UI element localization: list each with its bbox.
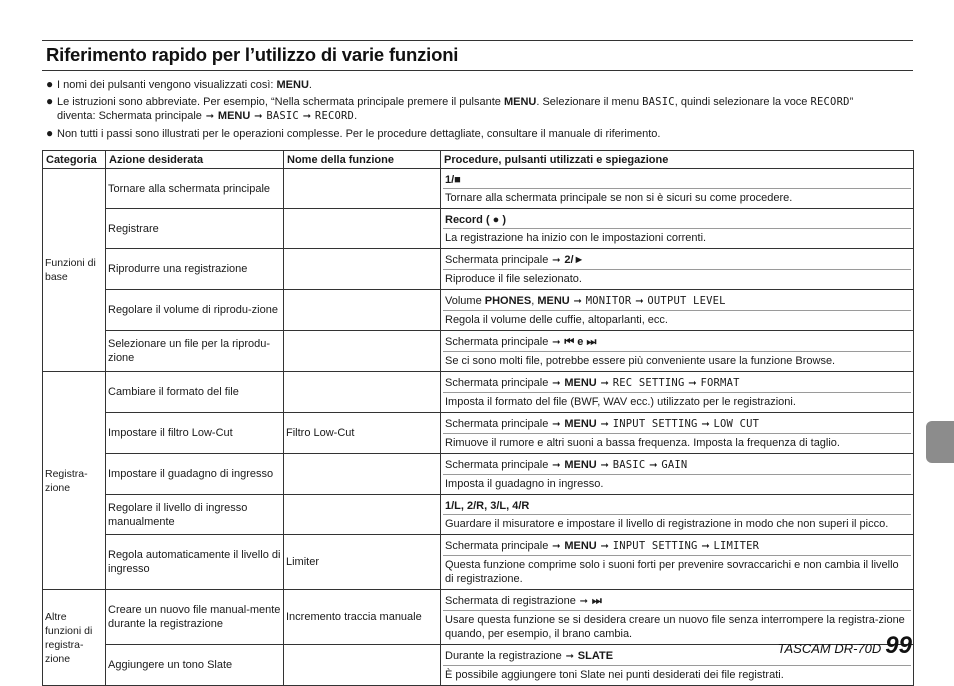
notes-list (46, 78, 906, 144)
section-tab (926, 421, 954, 463)
table-row (43, 413, 914, 454)
action-cell: Registrare (106, 209, 284, 249)
table-row (43, 169, 914, 209)
function-cell (284, 169, 441, 209)
right-arrow-icon: ➞ (579, 596, 589, 607)
top-rule (42, 40, 913, 41)
action-cell: Tornare alla schermata principale (106, 169, 284, 209)
action-cell: Creare un nuovo file manual-mente durante la registrazione (106, 590, 284, 645)
procedure-cell: Durante la registrazione ➞ SLATE È possibile aggiungere toni Slate nei punti desiderati dei file registrati. (441, 645, 914, 686)
bullet-icon: ● (46, 126, 54, 140)
function-cell (284, 209, 441, 249)
right-arrow-icon: ➞ (600, 460, 609, 471)
note-item: ● Le istruzioni sono abbreviate. Per esempio, “Nella schermata principale premere il pulsante MENU. Selezionare il menu BASIC, quindi selezionare la voce RECORD” diventa: Schermata principale ➞ MENU ➞ BASIC ➞ RECORD. (46, 94, 854, 122)
procedure-cell: Schermata principale ➞ MENU ➞ REC SETTING ➞ FORMAT Imposta il formato del file (BWF, WAV ecc.) utilizzato per le registrazioni. (441, 372, 914, 413)
right-arrow-icon: ➞ (552, 255, 561, 266)
function-cell: Incremento traccia manuale (284, 590, 441, 645)
category-cell: Funzioni di base (43, 169, 106, 372)
table-row (43, 535, 914, 590)
table-row (43, 495, 914, 535)
action-cell: Regola automaticamente il livello di ingresso (106, 535, 284, 590)
right-arrow-icon: ➞ (254, 111, 263, 122)
right-arrow-icon: ➞ (205, 111, 215, 122)
right-arrow-icon: ➞ (552, 337, 561, 348)
right-arrow-icon: ➞ (701, 541, 710, 552)
right-arrow-icon: ➞ (573, 296, 582, 307)
procedure-cell: Schermata principale ➞ ⏮ e ⏭ Se ci sono molti file, potrebbe essere più conveniente usare la funzione Browse. (441, 331, 914, 372)
right-arrow-icon: ➞ (302, 111, 312, 122)
category-cell: Altre funzioni di registra-zione (43, 590, 106, 686)
right-arrow-icon: ➞ (552, 541, 561, 552)
function-cell: Filtro Low-Cut (284, 413, 441, 454)
table-header-row (43, 151, 914, 169)
action-cell: Regolare il livello di ingresso manualmente (106, 495, 284, 535)
table-row (43, 249, 914, 290)
page-footer (778, 632, 912, 660)
action-cell: Riprodurre una registrazione (106, 249, 284, 290)
function-cell: Limiter (284, 535, 441, 590)
procedure-cell: Record ( ● ) La registrazione ha inizio con le impostazioni correnti. (441, 209, 914, 249)
right-arrow-icon: ➞ (701, 419, 710, 430)
right-arrow-icon: ➞ (552, 419, 561, 430)
right-arrow-icon: ➞ (649, 460, 658, 471)
procedure-cell: 1/■ Tornare alla schermata principale se non si è sicuri su come procedere. (441, 169, 914, 209)
function-cell (284, 331, 441, 372)
table-row (43, 372, 914, 413)
right-arrow-icon: ➞ (688, 378, 697, 389)
header-procedure: Procedure, pulsanti utilizzati e spiegazione (441, 151, 914, 169)
table-row (43, 331, 914, 372)
procedure-cell: Schermata principale ➞ MENU ➞ INPUT SETTING ➞ LOW CUT Rimuove il rumore e altri suoni a bassa frequenza. Imposta la frequenza di taglio. (441, 413, 914, 454)
procedure-cell: Volume PHONES, MENU ➞ MONITOR ➞ OUTPUT LEVEL Regola il volume delle cuffie, altoparlanti, ecc. (441, 290, 914, 331)
title-rule (42, 70, 913, 71)
note-item: ● I nomi dei pulsanti vengono visualizzati così: MENU. (46, 77, 312, 91)
category-cell: Registra-zione (43, 372, 106, 590)
function-cell (284, 454, 441, 495)
action-cell: Impostare il guadagno di ingresso (106, 454, 284, 495)
table-row (43, 454, 914, 495)
note-item: ● Non tutti i passi sono illustrati per le operazioni complesse. Per le procedure dettagliate, consultare il manuale di riferimento. (46, 126, 661, 140)
action-cell: Selezionare un file per la riprodu-zione (106, 331, 284, 372)
right-arrow-icon: ➞ (552, 378, 561, 389)
quick-reference-table (42, 150, 914, 686)
procedure-cell: Schermata principale ➞ 2/► Riproduce il file selezionato. (441, 249, 914, 290)
header-function: Nome della funzione (284, 151, 441, 169)
procedure-cell: Schermata principale ➞ MENU ➞ BASIC ➞ GAIN Imposta il guadagno in ingresso. (441, 454, 914, 495)
function-cell (284, 249, 441, 290)
function-cell (284, 372, 441, 413)
action-cell: Aggiungere un tono Slate (106, 645, 284, 686)
function-cell (284, 290, 441, 331)
function-cell (284, 495, 441, 535)
action-cell: Regolare il volume di riprodu-zione (106, 290, 284, 331)
bullet-icon: ● (46, 77, 54, 91)
right-arrow-icon: ➞ (600, 419, 609, 430)
page-number: 99 (885, 632, 912, 659)
procedure-cell: 1/L, 2/R, 3/L, 4/R Guardare il misuratore e impostare il livello di registrazione in modo che non superi il picco. (441, 495, 914, 535)
page-title: Riferimento rapido per l’utilizzo di varie funzioni (46, 44, 459, 65)
function-cell (284, 645, 441, 686)
action-cell: Cambiare il formato del file (106, 372, 284, 413)
right-arrow-icon: ➞ (600, 378, 609, 389)
table-row (43, 290, 914, 331)
action-cell: Impostare il filtro Low-Cut (106, 413, 284, 454)
header-action: Azione desiderata (106, 151, 284, 169)
bullet-icon: ● (46, 94, 54, 108)
right-arrow-icon: ➞ (552, 460, 561, 471)
header-category: Categoria (43, 151, 106, 169)
procedure-cell: Schermata principale ➞ MENU ➞ INPUT SETTING ➞ LIMITER Questa funzione comprime solo i suoni forti per prevenire sovraccarichi e non cambia il livello di registrazione. (441, 535, 914, 590)
table-row (43, 209, 914, 249)
footer-brand: TASCAM DR-70D (777, 641, 882, 656)
right-arrow-icon: ➞ (635, 296, 644, 307)
right-arrow-icon: ➞ (565, 651, 574, 662)
right-arrow-icon: ➞ (600, 541, 609, 552)
procedure-cell: Schermata di registrazione ➞ ⏭ Usare questa funzione se si desidera creare un nuovo file senza interrompere la registra-zione quando, per esempio, il brano cambia. (441, 590, 914, 645)
